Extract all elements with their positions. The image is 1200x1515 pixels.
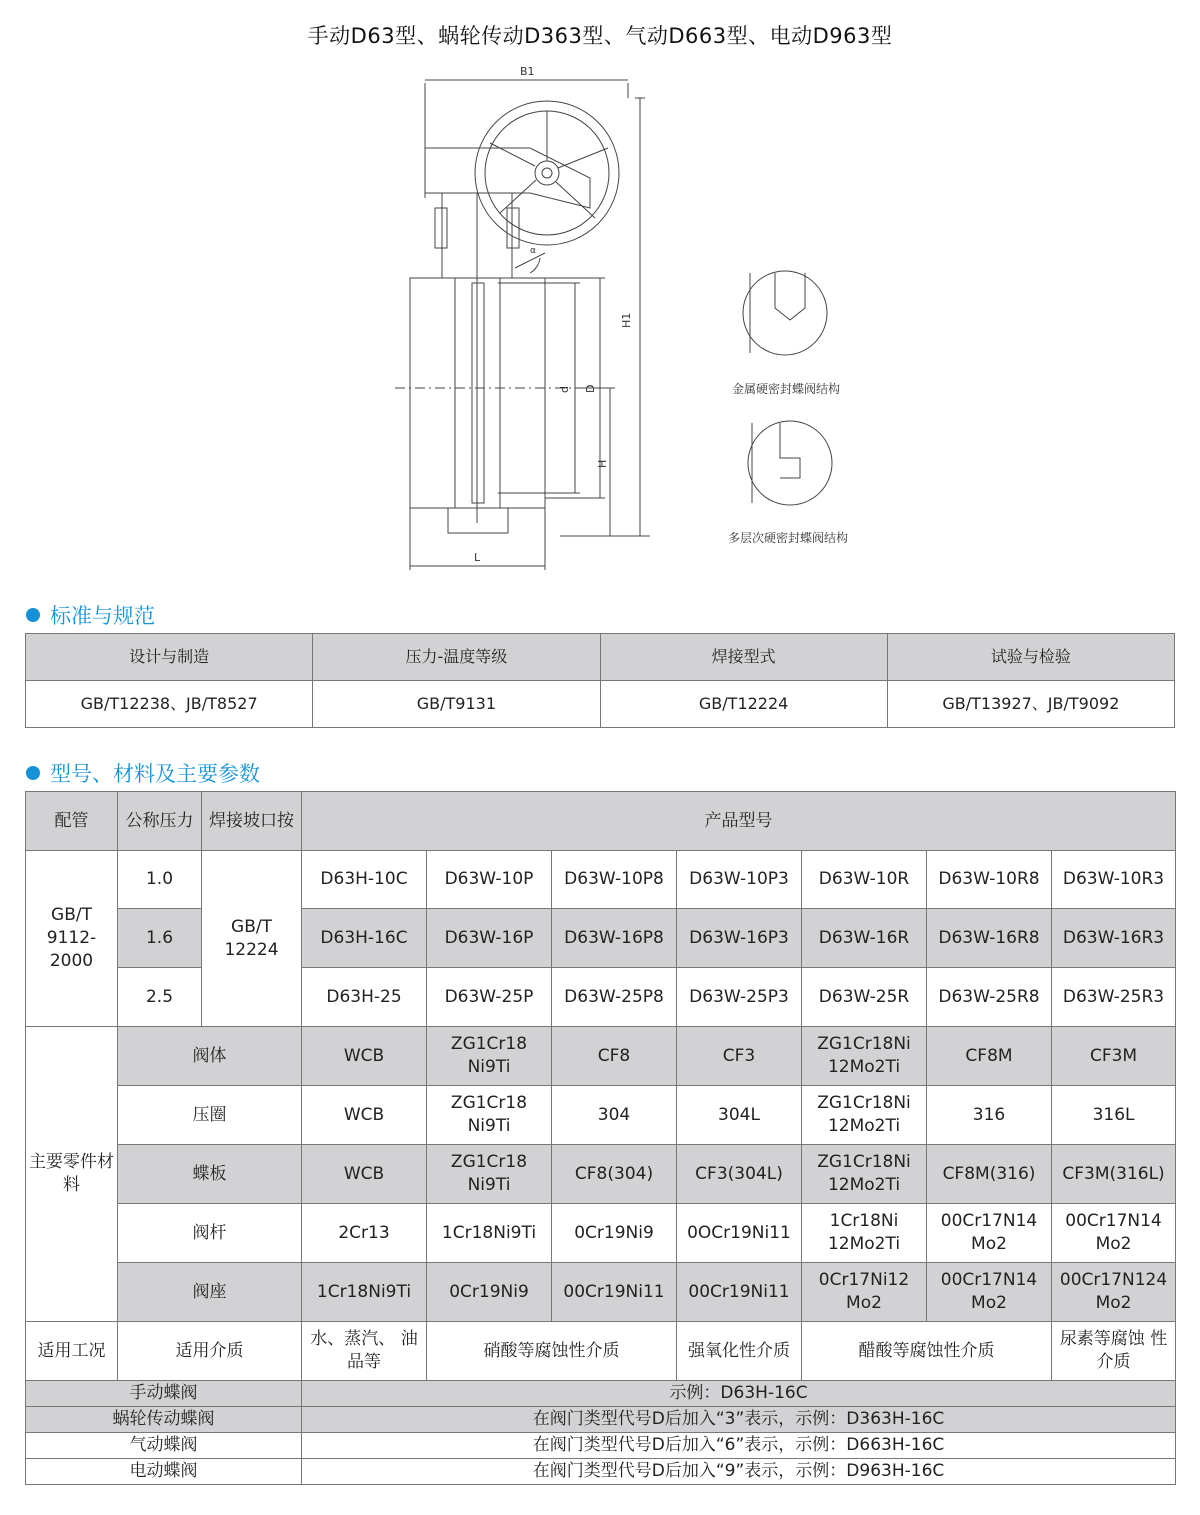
material-cell: CF3 — [677, 1027, 802, 1086]
model-row — [26, 909, 1176, 968]
material-cell: CF8 — [552, 1027, 677, 1086]
model-cell: D63W-16R — [802, 909, 927, 968]
material-cell: ZG1Cr18 Ni9Ti — [427, 1027, 552, 1086]
model-row — [26, 968, 1176, 1027]
materials-label: 主要零件材料 — [26, 1027, 118, 1322]
model-cell: D63W-25R3 — [1052, 968, 1176, 1027]
type-desc: 在阀门类型代号D后加入“9”表示，示例：D963H-16C — [302, 1459, 1176, 1485]
hdr-pressure: 公称压力 — [118, 792, 202, 851]
std-header: 压力-温度等级 — [313, 634, 600, 681]
model-row — [26, 851, 1176, 909]
std-header: 设计与制造 — [26, 634, 313, 681]
material-cell: 304L — [677, 1086, 802, 1145]
model-cell: D63W-25R8 — [927, 968, 1052, 1027]
hdr-model: 产品型号 — [302, 792, 1176, 851]
part-name: 阀体 — [118, 1027, 302, 1086]
type-name: 电动蝶阀 — [26, 1459, 302, 1485]
material-cell: CF8M — [927, 1027, 1052, 1086]
material-cell: 00Cr19Ni11 — [552, 1263, 677, 1322]
hdr-pipe: 配管 — [26, 792, 118, 851]
bullet-dot-icon — [26, 608, 40, 622]
model-cell: D63W-16P — [427, 909, 552, 968]
page-title: 手动D63型、蜗轮传动D363型、气动D663型、电动D963型 — [307, 24, 893, 48]
model-cell: D63W-10R — [802, 851, 927, 909]
std-value: GB/T9131 — [313, 681, 600, 728]
model-cell: D63W-16P8 — [552, 909, 677, 968]
hdr-bevel: 焊接坡口按 — [202, 792, 302, 851]
section-standards-title: 标准与规范 — [50, 604, 155, 628]
material-row — [26, 1086, 1176, 1145]
model-cell: D63W-25R — [802, 968, 927, 1027]
dim-h1: H1 — [620, 312, 633, 328]
std-value: GB/T13927、JB/T9092 — [887, 681, 1174, 728]
pressure-value: 1.0 — [118, 851, 202, 909]
material-row — [26, 1263, 1176, 1322]
condition-cell: 硝酸等腐蚀性介质 — [427, 1322, 677, 1381]
condition-cell: 尿素等腐蚀 性介质 — [1052, 1322, 1176, 1381]
material-cell: CF3M(316L) — [1052, 1145, 1176, 1204]
material-cell: CF8(304) — [552, 1145, 677, 1204]
material-cell: 00Cr17N124 Mo2 — [1052, 1263, 1176, 1322]
material-cell: ZG1Cr18Ni 12Mo2Ti — [802, 1145, 927, 1204]
model-cell: D63W-25P8 — [552, 968, 677, 1027]
type-name: 手动蝶阀 — [26, 1381, 302, 1407]
model-cell: D63H-16C — [302, 909, 427, 968]
material-row — [26, 1027, 1176, 1086]
model-cell: D63W-10P — [427, 851, 552, 909]
conditions-row — [26, 1322, 1176, 1381]
material-cell: 0Cr19Ni9 — [552, 1204, 677, 1263]
type-row — [26, 1407, 1176, 1433]
condition-cell: 醋酸等腐蚀性介质 — [802, 1322, 1052, 1381]
material-cell: CF8M(316) — [927, 1145, 1052, 1204]
material-cell: ZG1Cr18 Ni9Ti — [427, 1145, 552, 1204]
part-name: 压圈 — [118, 1086, 302, 1145]
model-cell: D63W-16P3 — [677, 909, 802, 968]
model-cell: D63W-10R3 — [1052, 851, 1176, 909]
material-cell: CF3M — [1052, 1027, 1176, 1086]
part-name: 阀杆 — [118, 1204, 302, 1263]
section-params-title: 型号、材料及主要参数 — [50, 762, 260, 786]
model-cell: D63W-25P3 — [677, 968, 802, 1027]
material-cell: 00Cr17N14 Mo2 — [927, 1263, 1052, 1322]
material-cell: ZG1Cr18 Ni9Ti — [427, 1086, 552, 1145]
dim-d-large: D — [584, 384, 597, 393]
material-cell: 316L — [1052, 1086, 1176, 1145]
type-row — [26, 1381, 1176, 1407]
part-name: 蝶板 — [118, 1145, 302, 1204]
material-cell: 00Cr17N14 Mo2 — [1052, 1204, 1176, 1263]
section-standards-heading — [26, 600, 155, 630]
material-cell: 0OCr19Ni11 — [677, 1204, 802, 1263]
material-row — [26, 1145, 1176, 1204]
bullet-dot-icon — [26, 766, 40, 780]
material-cell: 0Cr19Ni9 — [427, 1263, 552, 1322]
pressure-value: 1.6 — [118, 909, 202, 968]
std-value: GB/T12238、JB/T8527 — [26, 681, 313, 728]
condition-cell: 强氧化性介质 — [677, 1322, 802, 1381]
medium-label: 适用介质 — [118, 1322, 302, 1381]
conditions-label: 适用工况 — [26, 1322, 118, 1381]
model-cell: D63H-10C — [302, 851, 427, 909]
dim-b1: B1 — [520, 65, 535, 78]
pressure-value: 2.5 — [118, 968, 202, 1027]
type-desc: 在阀门类型代号D后加入“6”表示，示例：D663H-16C — [302, 1433, 1176, 1459]
caption-multilayer-seal: 多层次硬密封蝶阀结构 — [728, 531, 849, 545]
model-cell: D63W-10R8 — [927, 851, 1052, 909]
type-name: 蜗轮传动蝶阀 — [26, 1407, 302, 1433]
type-row — [26, 1459, 1176, 1485]
material-row — [26, 1204, 1176, 1263]
model-cell: D63W-16R3 — [1052, 909, 1176, 968]
std-value: GB/T12224 — [600, 681, 887, 728]
material-cell: CF3(304L) — [677, 1145, 802, 1204]
material-cell: 1Cr18Ni9Ti — [427, 1204, 552, 1263]
dim-h: H — [596, 459, 609, 468]
material-cell: ZG1Cr18Ni 12Mo2Ti — [802, 1086, 927, 1145]
model-cell: D63W-16R8 — [927, 909, 1052, 968]
part-name: 阀座 — [118, 1263, 302, 1322]
bevel-standard: GB/T 12224 — [202, 851, 302, 1027]
material-cell: ZG1Cr18Ni 12Mo2Ti — [802, 1027, 927, 1086]
model-cell: D63W-25P — [427, 968, 552, 1027]
std-header: 试验与检验 — [887, 634, 1174, 681]
material-cell: 1Cr18Ni 12Mo2Ti — [802, 1204, 927, 1263]
std-header: 焊接型式 — [600, 634, 887, 681]
type-row — [26, 1433, 1176, 1459]
model-cell: D63H-25 — [302, 968, 427, 1027]
material-cell: WCB — [302, 1086, 427, 1145]
type-desc: 示例：D63H-16C — [302, 1381, 1176, 1407]
params-table — [25, 791, 1176, 1485]
material-cell: 00Cr17N14 Mo2 — [927, 1204, 1052, 1263]
valve-drawing — [380, 58, 940, 578]
model-cell: D63W-10P3 — [677, 851, 802, 909]
material-cell: WCB — [302, 1027, 427, 1086]
material-cell: 00Cr19Ni11 — [677, 1263, 802, 1322]
type-desc: 在阀门类型代号D后加入“3”表示，示例：D363H-16C — [302, 1407, 1176, 1433]
material-cell: 304 — [552, 1086, 677, 1145]
pipe-standard: GB/T 9112-2000 — [26, 851, 118, 1027]
material-cell: 0Cr17Ni12 Mo2 — [802, 1263, 927, 1322]
condition-cell: 水、蒸汽、 油品等 — [302, 1322, 427, 1381]
material-cell: WCB — [302, 1145, 427, 1204]
dim-d-small: d — [558, 386, 571, 393]
section-params-heading — [26, 758, 260, 788]
material-cell: 2Cr13 — [302, 1204, 427, 1263]
dim-l: L — [474, 551, 481, 564]
material-cell: 316 — [927, 1086, 1052, 1145]
caption-metal-seal: 金属硬密封蝶阀结构 — [732, 382, 841, 396]
model-cell: D63W-10P8 — [552, 851, 677, 909]
dim-alpha: α — [530, 246, 536, 256]
material-cell: 1Cr18Ni9Ti — [302, 1263, 427, 1322]
standards-table — [25, 633, 1175, 728]
type-name: 气动蝶阀 — [26, 1433, 302, 1459]
